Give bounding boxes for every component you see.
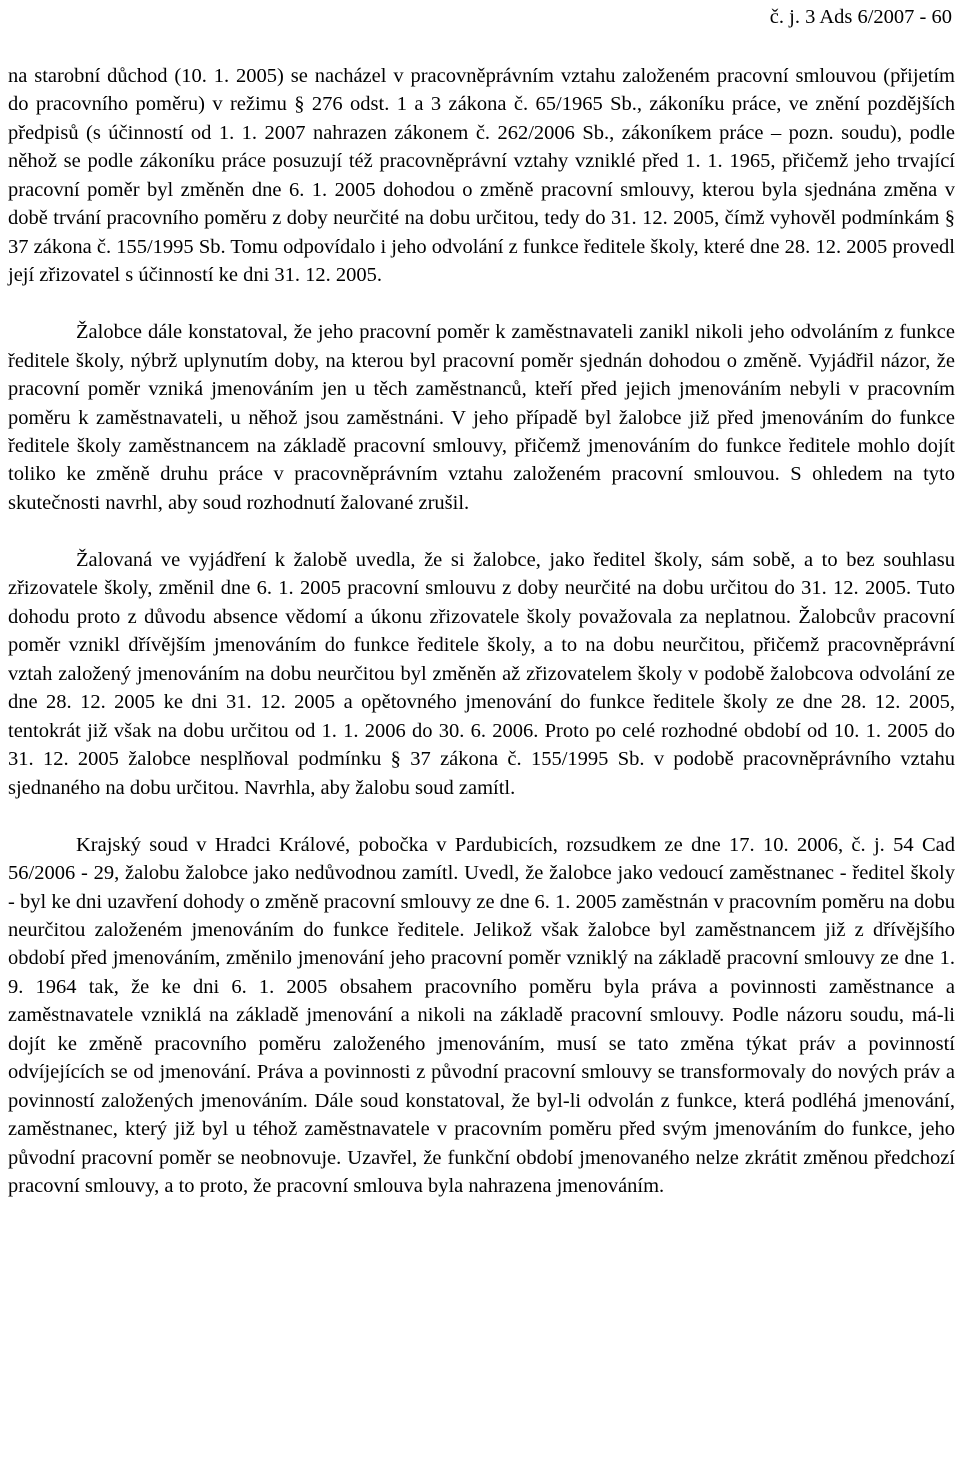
- paragraph-4: Krajský soud v Hradci Králové, pobočka v Pardubicích, rozsudkem ze dne 17. 10. 2006, č. j. 54 Cad 56/2006 - 29, žalobu žalobce jako nedůvodnou zamítl. Uvedl, že žalobce jako vedoucí zaměstnanec - ředitel školy - byl ke dni uzavření dohody o změně pracovní smlouvy ze dne 6. 1. 2005 zaměstnán v pracovním poměru na dobu neurčitou založeném jmenováním do funkce ředitele. Jelikož však žalobce byl zaměstnancem již z dřívějšího období před jmenováním, změnilo jmenování jeho pracovní poměr vzniklý na základě pracovní smlouvy ze dne 1. 9. 1964 tak, že ke dni 6. 1. 2005 obsahem pracovního poměru byla práva a povinnosti zaměstnance a zaměstnavatele vzniklá na základě jmenování a nikoli na základě pracovní smlouvy. Podle názoru soudu, má-li dojít ke změně pracovního poměru založeného jmenováním, musí se tato změna týkat práv a povinností odvíjejících se od jmenování. Práva a povinnosti z původní pracovní smlouvy se transformovaly do nových práv a povinností založených jmenováním. Dále soud konstatoval, že byl-li odvolán z funkce, která podléhá jmenování, zaměstnanec, který již byl u téhož zaměstnavatele v pracovním poměru před svým jmenováním do funkce, jeho původní pracovní poměr se neobnovuje. Uzavřel, že funkční období jmenovaného nelze zkrátit změnou předchozí pracovní smlouvy, a to proto, že pracovní smlouva byla nahrazena jmenováním.: [8, 833, 955, 1198]
- paragraph-1: na starobní důchod (10. 1. 2005) se nacházel v pracovněprávním vztahu založeném pracovní smlouvou (přijetím do pracovního poměru) v režimu § 276 odst. 1 a 3 zákona č. 65/1965 Sb., zákoníku práce, ve znění pozdějších předpisů (s účinností od 1. 1. 2007 nahrazen zákonem č. 262/2006 Sb., zákoníkem práce – pozn. soudu), podle něhož se podle zákoníku práce posuzují též pracovněprávní vztahy vzniklé před 1. 1. 1965, přičemž jeho trvající pracovní poměr byl změněn dne 6. 1. 2005 dohodou o změně pracovní smlouvy, kterou byla sjednána změna v době trvání pracovního poměru z doby neurčité na dobu určitou, tedy do 31. 12. 2005, čímž vyhověl podmínkám § 37 zákona č. 155/1995 Sb. Tomu odpovídalo i jeho odvolání z funkce ředitele školy, které dne 28. 12. 2005 provedl její zřizovatel s účinností ke dni 31. 12. 2005.: [8, 65, 955, 287]
- case-reference: č. j. 3 Ads 6/2007 - 60: [769, 6, 952, 28]
- paragraph-2: Žalobce dále konstatoval, že jeho pracovní poměr k zaměstnavateli zanikl nikoli jeho odvoláním z funkce ředitele školy, nýbrž uplynutím doby, na kterou byl pracovní poměr sjednán dohodou o změně. Vyjádřil názor, že pracovní poměr vzniká jmenováním jen u těch zaměstnanců, kteří před jejich jmenováním nebyli v pracovním poměru k zaměstnavateli, u něhož jsou zaměstnáni. V jeho případě byl žalobce již před jmenováním do funkce ředitele školy zaměstnancem na základě pracovní smlouvy, přičemž jmenováním do funkce ředitele mohlo dojít toliko ke změně druhu práce v pracovněprávním vztahu založeném pracovní smlouvou. S ohledem na tyto skutečnosti navrhl, aby soud rozhodnutí žalované zrušil.: [8, 321, 955, 514]
- paragraph-3: Žalovaná ve vyjádření k žalobě uvedla, že si žalobce, jako ředitel školy, sám sobě, a to bez souhlasu zřizovatele školy, změnil dne 6. 1. 2005 pracovní smlouvu z doby neurčité na dobu určitou do 31. 12. 2005. Tuto dohodu proto z důvodu absence vědomí a úkonu zřizovatele školy považovala za neplatnou. Žalobcův pracovní poměr vznikl dřívějším jmenováním do funkce ředitele školy, a to na dobu neurčitou, přičemž pracovněprávní vztah založený jmenováním na dobu neurčitou byl změněn až zřizovatelem školy v podobě žalobcova odvolání ze dne 28. 12. 2005 ke dni 31. 12. 2005 a opětovného jmenování do funkce ředitele školy ze dne 28. 12. 2005, tentokrát již však na dobu určitou od 1. 1. 2006 do 30. 6. 2006. Proto po celé rozhodné období od 10. 1. 2005 do 31. 12. 2005 žalobce nesplňoval podmínku § 37 zákona č. 155/1995 Sb. v podobě pracovněprávního vztahu sjednaného na dobu určitou. Navrhla, aby žalobu soud zamítl.: [8, 548, 955, 799]
- document-body: [8, 62, 955, 1201]
